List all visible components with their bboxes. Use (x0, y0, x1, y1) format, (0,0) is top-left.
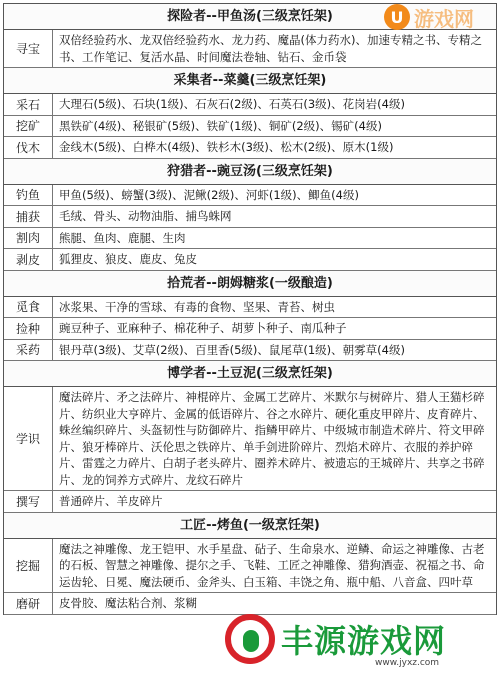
section-title: 采集者--菜羹(三级烹饪架) (4, 68, 496, 94)
section (3, 361, 497, 513)
section-title: 探险者--甲鱼汤(三级烹饪架) (4, 4, 496, 30)
section-title: 博学者--土豆泥(三级烹饪架) (4, 361, 496, 387)
row-label: 捕获 (4, 206, 53, 227)
row-value: 双倍经验药水、龙双倍经验药水、龙力药、魔晶(体力药水)、加速专精之书、专精之书、工作笔记、复活水晶、时间魔法卷轴、钻石、金币袋 (59, 33, 482, 64)
watermark-logo-icon: U (384, 4, 410, 30)
row-label: 采石 (4, 94, 53, 115)
row-label: 挖掘 (4, 539, 53, 593)
row-value: 金线木(5级)、白桦木(4级)、铁杉木(3级)、松木(2级)、原木(1级) (59, 140, 394, 154)
section (3, 68, 497, 159)
row-label: 剥皮 (4, 249, 53, 270)
row-label: 采药 (4, 340, 53, 361)
table-row (4, 387, 496, 491)
row-label: 伐木 (4, 137, 53, 158)
row-label: 寻宝 (4, 30, 53, 67)
row-value: 黑铁矿(4级)、秘银矿(5级)、铁矿(1级)、铜矿(2级)、锡矿(4级) (59, 118, 382, 133)
watermark-brand-name: 丰源游戏网 (281, 622, 447, 660)
row-value: 毛绒、骨头、动物油脂、捕鸟蛛网 (59, 209, 232, 223)
row-label: 学识 (4, 387, 53, 490)
row-label: 捡种 (4, 318, 53, 339)
row-value: 魔法碎片、矛之法碎片、神棍碎片、金属工艺碎片、米默尔与树碎片、猎人王猫杉碎片、纺织业大亨碎片、金属的低语碎片、谷之水碎片、硬化重皮甲碎片、皮育碎片、蛛丝编织碎片、头盔韧性与防御碎片、指鳞甲碎片、中级城市制造术碎片、符文甲碎片、狼牙棒碎片、沃伦思之铁碎片、单手剑进阶碎片、烈焰术碎片、衣服的养护碎片、雷霆之力碎片、白胡子老头碎片、圈养术碎片、被遗忘的王城碎片、共享之书碎片、龙的饲养方式碎片、龙纹石碎片 (59, 390, 485, 487)
section (3, 271, 497, 362)
table-row (4, 185, 496, 207)
row-label: 撰写 (4, 491, 53, 512)
watermark-ring-icon (225, 614, 275, 664)
table-row (4, 491, 496, 513)
items-sheet (3, 3, 497, 615)
table-row (4, 30, 496, 68)
section-title: 拾荒者--朗姆糖浆(一级酿造) (4, 271, 496, 297)
watermark-top (384, 2, 496, 32)
row-label: 割肉 (4, 228, 53, 249)
watermark-bottom (225, 612, 497, 680)
row-value: 熊腿、鱼肉、鹿腿、生肉 (59, 230, 186, 245)
table-row (4, 137, 496, 159)
section (3, 513, 497, 615)
table-row (4, 206, 496, 228)
row-label: 钓鱼 (4, 185, 53, 206)
row-label: 挖矿 (4, 116, 53, 137)
row-label: 觅食 (4, 297, 53, 318)
row-value: 狐狸皮、狼皮、鹿皮、兔皮 (59, 252, 197, 266)
table-row (4, 116, 496, 138)
row-value: 豌豆种子、亚麻种子、棉花种子、胡萝卜种子、南瓜种子 (59, 321, 347, 335)
table-row (4, 318, 496, 340)
table-row (4, 340, 496, 362)
section-title: 工匠--烤鱼(一级烹饪架) (4, 513, 496, 539)
row-label: 磨研 (4, 593, 53, 614)
watermark-top-text: 游戏网 (414, 6, 474, 31)
row-value: 魔法之神雕像、龙王铠甲、水手星盘、砧子、生命泉水、逆鳞、命运之神雕像、古老的石板、智慧之神雕像、提尔之手、飞鞋、工匠之神雕像、猎狗酒壶、祝福之书、命运齿轮、日冕、魔法硬币、金斧头、白玉箱、丰饶之角、瓶中船、八音盒、四叶草 (59, 541, 485, 589)
table-row (4, 94, 496, 116)
table-row (4, 249, 496, 271)
table-row (4, 539, 496, 594)
row-value: 大理石(5级)、石块(1级)、石灰石(2级)、石英石(3级)、花岗岩(4级) (59, 97, 405, 111)
table-row (4, 297, 496, 319)
row-value: 普通碎片、羊皮碎片 (59, 494, 163, 508)
row-value: 皮骨胶、魔法粘合剂、浆糊 (59, 596, 197, 610)
row-value: 冰浆果、干净的雪球、有毒的食物、坚果、青苔、树虫 (59, 299, 335, 314)
row-value: 银丹草(3级)、艾草(2级)、百里香(5级)、鼠尾草(1级)、朝雾草(4级) (59, 342, 405, 357)
row-value: 甲鱼(5级)、螃蟹(3级)、泥鳅(2级)、河虾(1级)、鲫鱼(4级) (59, 187, 359, 202)
section (3, 159, 497, 271)
watermark-url: www.jyxz.com (375, 658, 440, 668)
table-row (4, 228, 496, 250)
section-title: 狩猎者--豌豆汤(三级烹饪架) (4, 159, 496, 185)
